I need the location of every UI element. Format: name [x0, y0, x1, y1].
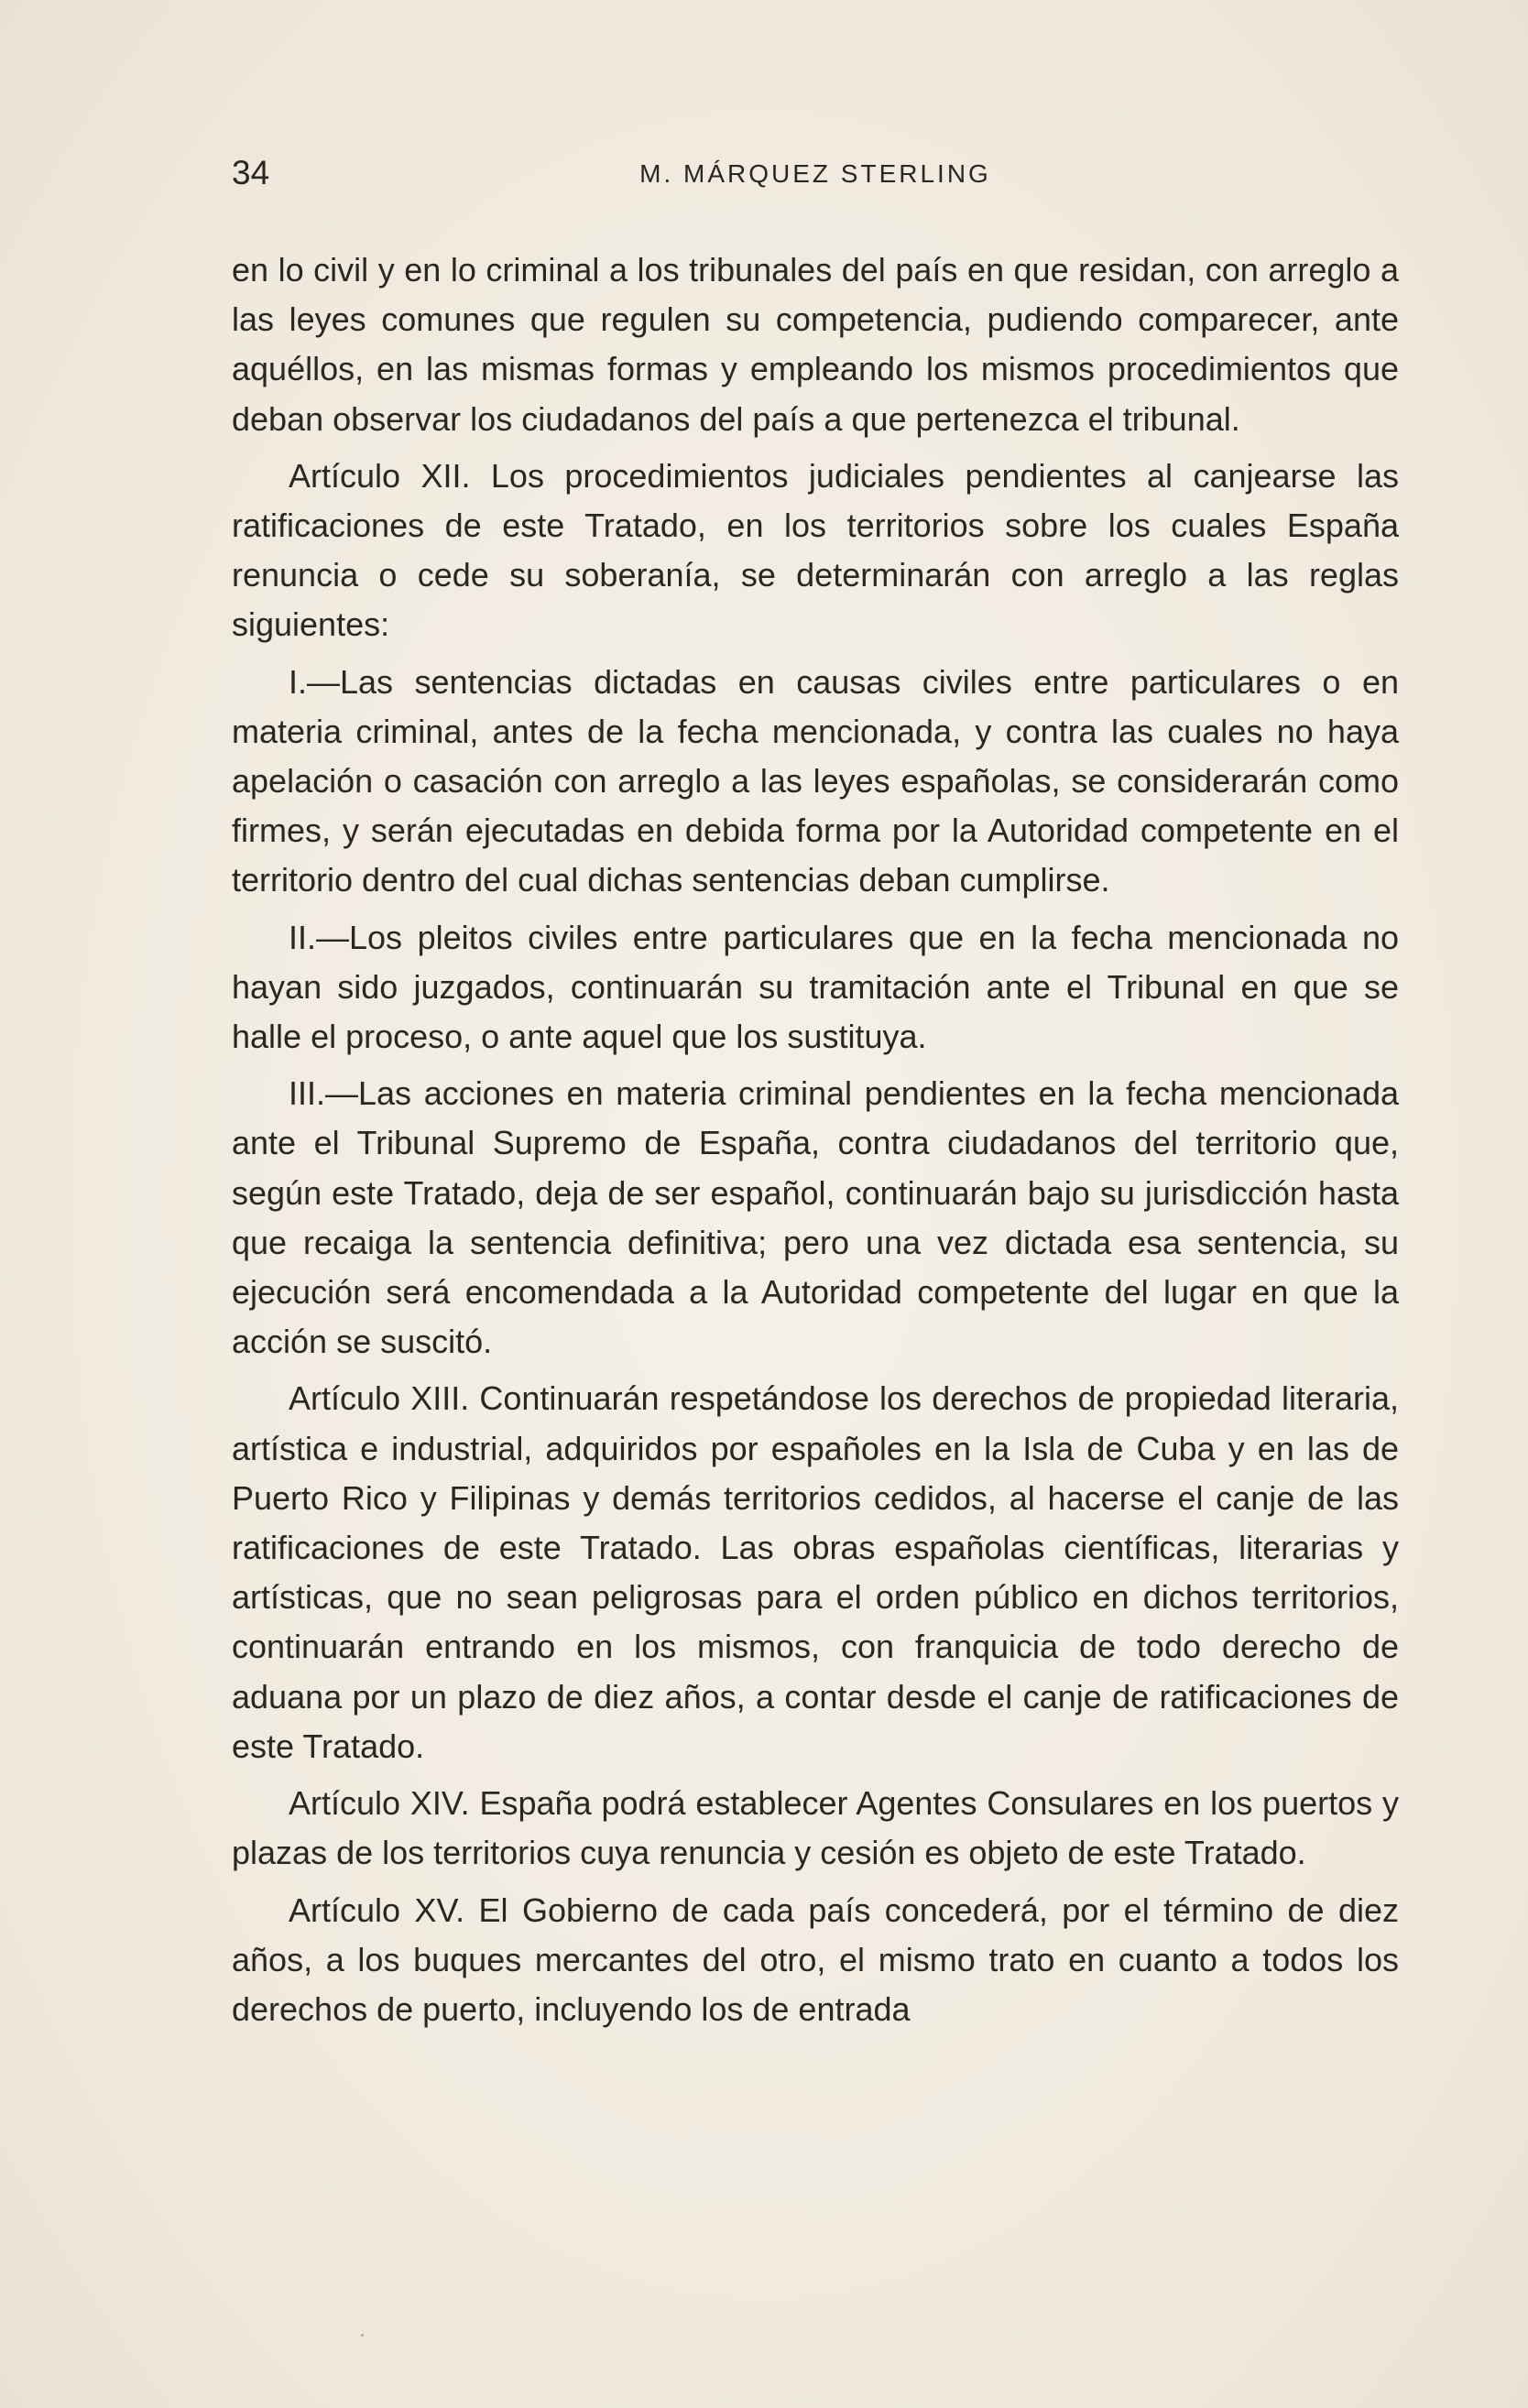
paper-speck [361, 2334, 364, 2337]
paragraph-articulo-xiv: Artículo XIV. España podrá establecer Agentes Consulares en los puertos y plazas de los territorios cuya renuncia y cesión es objeto de este Tratado. [232, 1784, 1399, 1872]
paragraph-articulo-xii: Artículo XII. Los procedimientos judiciales pendientes al canjearse las ratificaciones de este Tratado, en los territorios sobre los cuales España renuncia o cede su soberanía, se determinarán con arreglo a las reglas siguientes: [232, 456, 1399, 644]
paragraph-rule-iii: III.—Las acciones en materia criminal pendientes en la fecha mencionada ante el Tribunal Supremo de España, contra ciudadanos del territorio que, según este Tratado, deja de ser español, continuarán bajo su jurisdicción hasta que recaiga la sentencia definitiva; pero una vez dictada esa sentencia, su ejecución será encomendada a la Autoridad competente del lugar en que la acción se suscitó. [232, 1074, 1399, 1361]
paragraph-articulo-xv: Artículo XV. El Gobierno de cada país concederá, por el término de diez años, a los buques mercantes del otro, el mismo trato en cuanto a todos los derechos de puerto, incluyendo los de entrada [232, 1890, 1399, 2028]
paragraph-rule-i: I.—Las sentencias dictadas en causas civiles entre particulares o en materia criminal, antes de la fecha mencionada, y contra las cuales no haya apelación o casación con arreglo a las leyes españolas, se considerarán como firmes, y serán ejecutadas en debida forma por la Autoridad competente en el territorio dentro del cual dichas sentencias deban cumplirse. [232, 662, 1399, 899]
page-body [232, 245, 1399, 2042]
paragraph-articulo-xiii: Artículo XIII. Continuarán respetándose los derechos de propiedad literaria, artística e industrial, adquiridos por españoles en la Isla de Cuba y en las de Puerto Rico y Filipinas y demás territorios cedidos, al hacerse el canje de las ratificaciones de este Tratado. Las obras españolas científicas, literarias y artísticas, que no sean peligrosas para el orden público en dichos territorios, continuarán entrando en los mismos, con franquicia de todo derecho de aduana por un plazo de diez años, a contar desde el canje de ratificaciones de este Tratado. [232, 1379, 1399, 1765]
running-head: M. MÁRQUEZ STERLING [639, 159, 991, 188]
paragraph-continuation: en lo civil y en lo criminal a los tribunales del país en que residan, con arreglo a las leyes comunes que regulen su competencia, pudiendo comparecer, ante aquéllos, en las mismas formas y empleando los mismos procedimientos que deban observar los ciudadanos del país a que pertenezca el tribunal. [232, 251, 1399, 438]
page-header [232, 154, 1399, 200]
page-number: 34 [232, 154, 270, 191]
paragraph-rule-ii: II.—Los pleitos civiles entre particulares que en la fecha mencionada no hayan sido juzgados, continuarán su tramitación ante el Tribunal en que se halle el proceso, o ante aquel que los sustituya. [232, 918, 1399, 1056]
